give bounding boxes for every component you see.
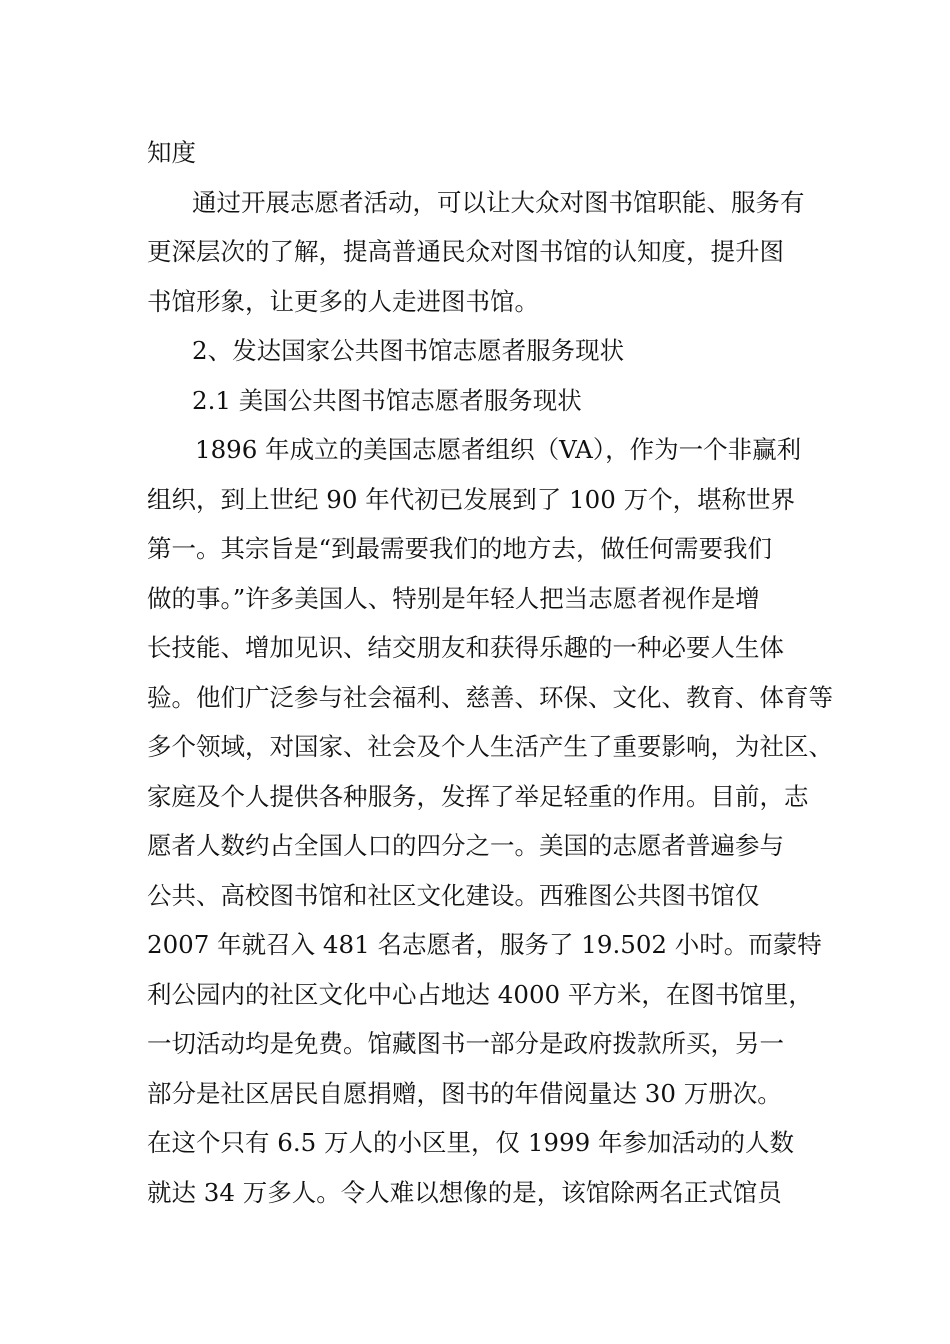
paragraph-us-volunteers [147, 425, 833, 1217]
heading-fragment [147, 128, 810, 178]
text-line: 愿者人数约占全国人口的四分之一。美国的志愿者普遍参与 [147, 831, 784, 860]
text-line: 验。他们广泛参与社会福利、慈善、环保、文化、教育、体育等 [147, 682, 833, 712]
text-line: 一切活动均是免费。馆藏图书一部分是政府拨款所买，另一 [147, 1029, 784, 1058]
text-line: 做的事。”许多美国人、特别是年轻人把当志愿者视作是增 [147, 583, 760, 613]
document-body [147, 128, 833, 1217]
text-line: 组织，到上世纪 90 年代初已发展到了 100 万个，堪称世界 [147, 484, 796, 514]
subsection-heading [147, 376, 810, 426]
text-line: 通过开展志愿者活动，可以让大众对图书馆职能、服务有 [192, 187, 805, 217]
text-line: 2007 年就召入 481 名志愿者，服务了 19.502 小时。而蒙特 [147, 930, 822, 959]
text-line: 2.1 美国公共图书馆志愿者服务现状 [192, 385, 582, 415]
text-line: 长技能、增加见识、结交朋友和获得乐趣的一种必要人生体 [147, 633, 784, 662]
paragraph-intro [147, 178, 810, 327]
text-line: 公共、高校图书馆和社区文化建设。西雅图公共图书馆仅 [147, 880, 760, 910]
text-line: 在这个只有 6.5 万人的小区里，仅 1999 年参加活动的人数 [147, 1128, 794, 1157]
text-line: 2、发达国家公共图书馆志愿者服务现状 [192, 336, 625, 365]
text-line: 第一。其宗旨是“到最需要我们的地方去，做任何需要我们 [147, 534, 773, 563]
text-line: 家庭及个人提供各种服务，发挥了举足轻重的作用。目前，志 [147, 781, 809, 811]
text-line: 就达 34 万多人。令人难以想像的是，该馆除两名正式馆员 [147, 1177, 782, 1207]
text-line: 1896 年成立的美国志愿者组织（VA），作为一个非赢利 [195, 435, 802, 464]
text-line: 知度 [147, 138, 196, 167]
text-line: 利公园内的社区文化中心占地达 4000 平方米，在图书馆里， [147, 979, 813, 1009]
text-line: 书馆形象，让更多的人走进图书馆。 [147, 286, 539, 316]
section-heading [147, 326, 810, 376]
text-line: 部分是社区居民自愿捐赠，图书的年借阅量达 30 万册次。 [147, 1078, 782, 1108]
text-line: 多个领域，对国家、社会及个人生活产生了重要影响，为社区、 [147, 732, 833, 761]
text-line: 更深层次的了解，提高普通民众对图书馆的认知度，提升图 [147, 237, 784, 266]
